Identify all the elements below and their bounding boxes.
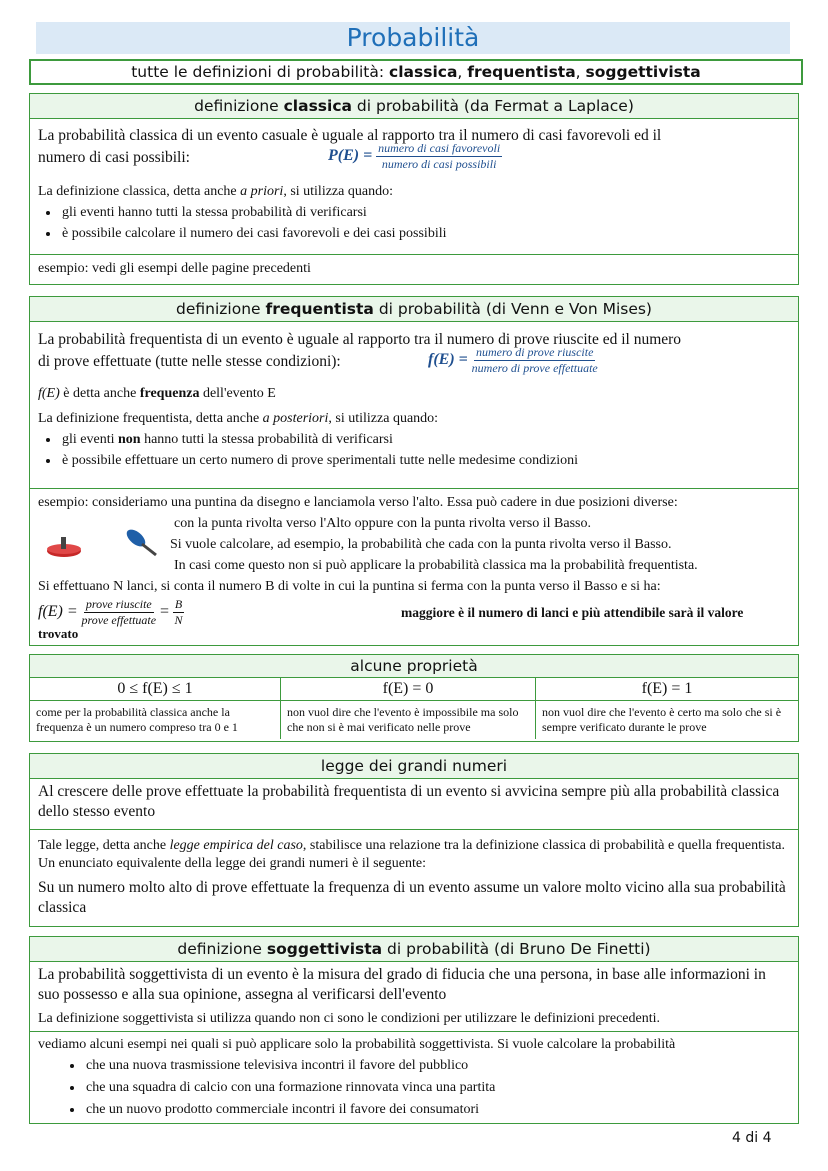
list-item: • è possibile calcolare il numero dei casi favorevoli e dei casi possibili bbox=[60, 223, 798, 244]
frequenza-line bbox=[30, 383, 798, 404]
when-text: , si utilizza quando: bbox=[283, 184, 393, 199]
desc-italic: legge empirica del caso bbox=[169, 838, 303, 853]
prop-col bbox=[281, 678, 536, 739]
example-note-end: trovato bbox=[38, 626, 79, 641]
classica-body bbox=[30, 119, 798, 255]
freq-bold: frequenza bbox=[139, 386, 200, 401]
soggettivista-text2: La definizione soggettivista si utilizza quando non ci sono le condizioni per utilizzare le definizioni precedenti. bbox=[38, 1011, 661, 1026]
formula-numerator: B bbox=[174, 597, 183, 611]
bullet-text: gli eventi bbox=[62, 432, 118, 447]
classica-bullets bbox=[30, 202, 798, 244]
classica-text1: La probabilità classica di un evento casuale è uguale al rapporto tra il numero di casi favorevoli ed il bbox=[38, 127, 662, 144]
subtitle-classica: classica bbox=[389, 63, 458, 81]
heading-text: definizione bbox=[176, 300, 266, 318]
formula-numerator: numero di prove riuscite bbox=[475, 345, 594, 359]
formula-label: f(E) = bbox=[428, 351, 468, 369]
when-italic: a posteriori bbox=[262, 411, 329, 426]
classica-formula-row bbox=[30, 141, 798, 171]
formula-numerator: numero di casi favorevoli bbox=[378, 141, 501, 155]
prop-heading: f(E) = 1 bbox=[536, 678, 798, 701]
classica-example-text: esempio: vedi gli esempi delle pagine precedenti bbox=[38, 261, 311, 276]
soggettivista-section bbox=[29, 936, 799, 1124]
frequentista-text2: di prove effettuate (tutte nelle stesse condizioni): bbox=[38, 353, 341, 370]
heading-text: di probabilità (di Bruno De Finetti) bbox=[382, 940, 651, 958]
list-item: • gli eventi hanno tutti la stessa probabilità di verificarsi bbox=[60, 202, 798, 223]
subtitle-sep: , bbox=[457, 63, 468, 81]
soggettivista-text: La probabilità soggettivista di un evento è la misura del grado di fiducia che una persona, in base alle informazioni in suo possesso e alla sua opinione, assegna al verificarsi dell'evento bbox=[38, 966, 766, 1003]
classica-formula bbox=[328, 141, 502, 172]
legge-statement-text: Al crescere delle prove effettuate la probabilità frequentista di un evento si avvicina sempre più alla probabilità classica dello stesso evento bbox=[38, 783, 780, 820]
example-note: maggiore è il numero di lanci e più attendibile sarà il valore bbox=[401, 605, 744, 620]
thumbtack-point-up-icon bbox=[44, 537, 84, 559]
frequentista-section bbox=[29, 296, 799, 646]
prop-text: non vuol dire che l'evento è certo ma solo che si è sempre verificato durante le prove bbox=[542, 705, 782, 734]
classica-heading bbox=[30, 94, 798, 119]
heading-text: definizione bbox=[194, 97, 284, 115]
classica-section bbox=[29, 93, 799, 285]
when-text: , si utilizza quando: bbox=[328, 411, 439, 426]
heading-text: di probabilità (di Venn e Von Mises) bbox=[373, 300, 652, 318]
page-number: 4 di 4 bbox=[732, 1130, 772, 1146]
proprieta-grid bbox=[30, 678, 798, 739]
list-item: • è possibile effettuare un certo numero di prove sperimentali tutte nelle medesime condizioni bbox=[60, 450, 798, 471]
frequentista-bullets bbox=[30, 429, 798, 471]
freq-text: è detta anche bbox=[59, 386, 140, 401]
example-line: In casi come questo non si può applicare la probabilità classica ma la probabilità frequentista. bbox=[174, 558, 698, 573]
legge-heading: legge dei grandi numeri bbox=[30, 754, 798, 779]
prop-text: non vuol dire che l'evento è impossibile ma solo che non si è mai verificato nelle prove bbox=[287, 705, 519, 734]
formula-denominator: N bbox=[174, 613, 183, 627]
subtitle-frequentista: frequentista bbox=[467, 63, 576, 81]
when-text: La definizione classica, detta anche bbox=[38, 184, 241, 199]
formula-denominator: numero di casi possibili bbox=[381, 157, 497, 171]
heading-text: di probabilità (da Fermat a Laplace) bbox=[351, 97, 634, 115]
heading-bold: frequentista bbox=[265, 300, 374, 318]
formula-numerator: prove riuscite bbox=[85, 597, 152, 611]
subtitle-text: tutte le definizioni di probabilità: bbox=[131, 63, 390, 81]
list-item: • che una nuova trasmissione televisiva incontri il favore del pubblico bbox=[84, 1055, 798, 1077]
classica-example bbox=[30, 255, 798, 279]
prop-heading: f(E) = 0 bbox=[281, 678, 535, 701]
list-item: • che una squadra di calcio con una formazione rinnovata vinca una partita bbox=[84, 1077, 798, 1099]
proprieta-section bbox=[29, 654, 799, 742]
soggettivista-body bbox=[30, 962, 798, 1032]
formula-fraction bbox=[376, 141, 502, 172]
freq-italic: f(E) bbox=[38, 386, 60, 401]
desc-text: Tale legge, detta anche bbox=[38, 838, 170, 853]
prop-col bbox=[30, 678, 281, 739]
example-fraction bbox=[82, 597, 157, 628]
heading-bold: soggettivista bbox=[266, 940, 383, 958]
frequentista-heading bbox=[30, 297, 798, 322]
formula-denominator: numero di prove effettuate bbox=[471, 361, 598, 375]
formula-fraction bbox=[472, 345, 598, 376]
legge-equiv: Su un numero molto alto di prove effettuate la frequenza di un evento assume un valore molto vicino alla sua probabilità classica bbox=[38, 879, 786, 916]
soggettivista-bullets bbox=[30, 1055, 798, 1121]
equals-sign: = bbox=[159, 603, 169, 621]
heading-text: definizione bbox=[177, 940, 267, 958]
frequentista-example bbox=[30, 489, 798, 644]
example-formula-label: f(E) = bbox=[38, 603, 78, 621]
legge-desc bbox=[30, 837, 798, 873]
desc-text: , stabilisce una relazione tra la definizione classica di probabilità e quella frequentista. Un enunciato equivalente della legge dei grandi numeri è il seguente: bbox=[38, 838, 785, 871]
formula-denominator: prove effettuate bbox=[81, 613, 157, 627]
list-item bbox=[60, 429, 798, 450]
classica-when bbox=[30, 181, 798, 202]
example-line: Si vuole calcolare, ad esempio, la probabilità che cada con la punta rivolta verso il Basso. bbox=[170, 537, 672, 552]
list-item: • che un nuovo prodotto commerciale incontri il favore dei consumatori bbox=[84, 1099, 798, 1121]
when-italic: a priori bbox=[240, 184, 284, 199]
soggettivista-heading bbox=[30, 937, 798, 962]
freq-text: dell'evento E bbox=[199, 386, 276, 401]
example-fraction-bn bbox=[173, 597, 184, 628]
example-line: Si effettuano N lanci, si conta il numero B di volte in cui la puntina si ferma con la punta verso il Basso e si ha: bbox=[38, 579, 661, 594]
formula-label: P(E) = bbox=[328, 147, 373, 165]
page-title: Probabilità bbox=[36, 22, 790, 54]
frequentista-text1: La probabilità frequentista di un evento è uguale al rapporto tra il numero di prove riuscite ed il numero bbox=[38, 331, 682, 348]
example-line: esempio: consideriamo una puntina da disegno e lanciamola verso l'alto. Essa può cadere in due posizioni diverse: bbox=[38, 495, 678, 510]
soggettivista-example-text: vediamo alcuni esempi nei quali si può applicare solo la probabilità soggettivista. Si vuole calcolare la probabilità bbox=[38, 1037, 676, 1052]
frequentista-body bbox=[30, 322, 798, 489]
prop-col bbox=[536, 678, 798, 739]
thumbtack-point-down-icon bbox=[120, 523, 160, 559]
frequentista-when bbox=[30, 408, 798, 429]
subtitle-sep: , bbox=[575, 63, 586, 81]
legge-statement bbox=[30, 779, 798, 830]
subtitle bbox=[29, 59, 803, 85]
when-text: La definizione frequentista, detta anche bbox=[38, 411, 263, 426]
example-line: con la punta rivolta verso l'Alto oppure con la punta rivolta verso il Basso. bbox=[174, 516, 591, 531]
prop-text: come per la probabilità classica anche la frequenza è un numero compreso tra 0 e 1 bbox=[36, 705, 238, 734]
frequentista-formula-row bbox=[30, 345, 798, 377]
legge-body bbox=[30, 830, 798, 918]
soggettivista-example bbox=[30, 1032, 798, 1121]
bullet-text: hanno tutti la stessa probabilità di verificarsi bbox=[140, 432, 393, 447]
bullet-bold: non bbox=[118, 432, 141, 447]
subtitle-soggettivista: soggettivista bbox=[585, 63, 701, 81]
prop-heading: 0 ≤ f(E) ≤ 1 bbox=[30, 678, 280, 701]
classica-text2: numero di casi possibili: bbox=[38, 149, 190, 166]
example-formula-row bbox=[30, 597, 798, 627]
heading-bold: classica bbox=[283, 97, 352, 115]
proprieta-heading: alcune proprietà bbox=[30, 655, 798, 678]
frequentista-formula bbox=[428, 345, 598, 376]
legge-section bbox=[29, 753, 799, 927]
